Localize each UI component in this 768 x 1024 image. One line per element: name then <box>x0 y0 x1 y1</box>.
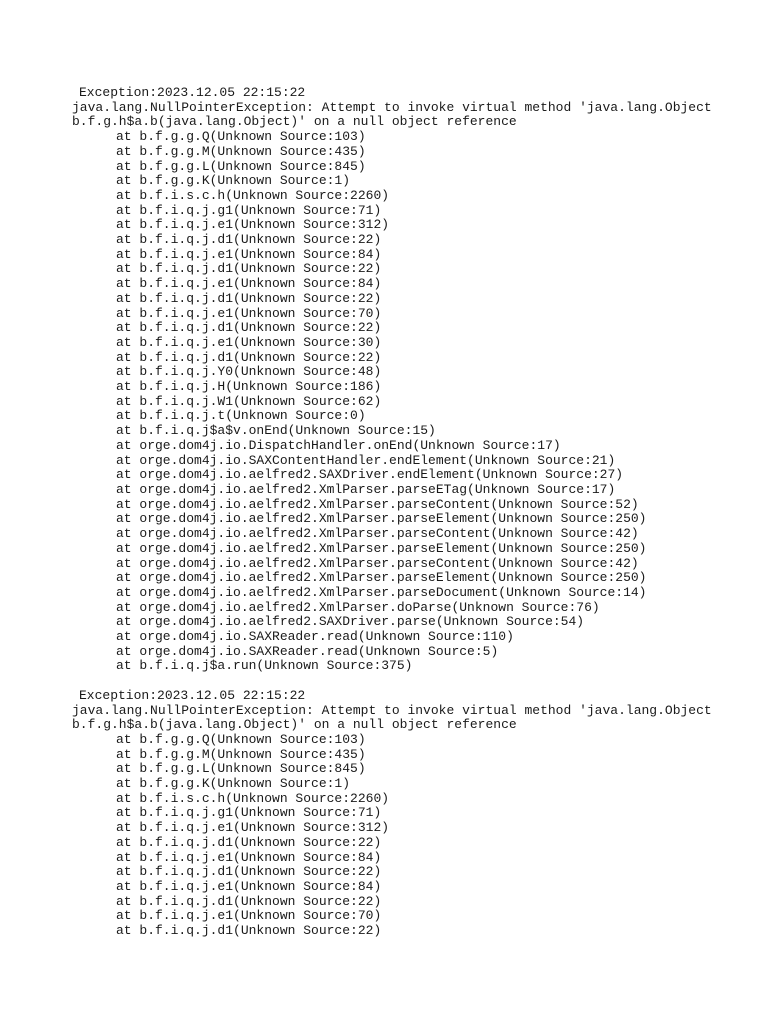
stack-frame-line: at b.f.i.q.j.d1(Unknown Source:22) <box>116 349 382 365</box>
stack-frame-line: at b.f.i.q.j.W1(Unknown Source:62) <box>116 393 382 409</box>
stack-frame-line: at b.f.i.q.j.d1(Unknown Source:22) <box>116 261 382 277</box>
stack-frame-line: at b.f.i.s.c.h(Unknown Source:2260) <box>116 790 390 806</box>
stack-frame-line: at b.f.i.q.j.g1(Unknown Source:71) <box>116 202 382 218</box>
exception-timestamp-header: Exception:2023.12.05 22:15:22 <box>79 687 306 703</box>
stack-frame-line: at orge.dom4j.io.DispatchHandler.onEnd(Unknown Source:17) <box>116 437 561 453</box>
stack-frame-line: at b.f.i.q.j.g1(Unknown Source:71) <box>116 805 382 821</box>
exception-block <box>72 86 752 674</box>
exception-block <box>72 689 752 939</box>
stack-frame-line: at b.f.i.q.j.e1(Unknown Source:30) <box>116 334 382 350</box>
stack-frame-line: at b.f.g.g.M(Unknown Source:435) <box>116 143 366 159</box>
stack-frame-line: at b.f.i.q.j.d1(Unknown Source:22) <box>116 923 382 939</box>
stack-frame-line: at orge.dom4j.io.SAXContentHandler.endElement(Unknown Source:21) <box>116 452 616 468</box>
stack-frame-line: at b.f.i.q.j.d1(Unknown Source:22) <box>116 864 382 880</box>
stack-frame-line: at b.f.g.g.M(Unknown Source:435) <box>116 746 366 762</box>
stack-frame-line: at b.f.g.g.L(Unknown Source:845) <box>116 158 366 174</box>
stack-frame-line: at orge.dom4j.io.aelfred2.XmlParser.parseContent(Unknown Source:42) <box>116 526 639 542</box>
stack-frame-line: at b.f.i.q.j$a.run(Unknown Source:375) <box>116 658 413 674</box>
stack-frame-line: at b.f.i.q.j.d1(Unknown Source:22) <box>116 893 382 909</box>
stack-frame-line: at orge.dom4j.io.aelfred2.XmlParser.parseContent(Unknown Source:52) <box>116 496 639 512</box>
stack-frame-line: at b.f.g.g.Q(Unknown Source:103) <box>116 731 366 747</box>
stack-frame-line: at orge.dom4j.io.aelfred2.XmlParser.parseElement(Unknown Source:250) <box>116 570 647 586</box>
exception-message-line: java.lang.NullPointerException: Attempt to invoke virtual method 'java.lang.Object <box>72 702 712 718</box>
stack-frame-line: at orge.dom4j.io.aelfred2.XmlParser.parseETag(Unknown Source:17) <box>116 481 616 497</box>
stack-frame-line: at b.f.i.q.j.e1(Unknown Source:312) <box>116 217 390 233</box>
stack-frame-line: at b.f.i.q.j.Y0(Unknown Source:48) <box>116 364 382 380</box>
stack-frame-line: at orge.dom4j.io.SAXReader.read(Unknown Source:5) <box>116 643 499 659</box>
stack-frame-line: at b.f.i.q.j.t(Unknown Source:0) <box>116 408 366 424</box>
stack-frame-line: at b.f.i.q.j.d1(Unknown Source:22) <box>116 232 382 248</box>
stack-frame-line: at orge.dom4j.io.aelfred2.XmlParser.doParse(Unknown Source:76) <box>116 599 600 615</box>
stack-frame-line: at orge.dom4j.io.aelfred2.XmlParser.parseContent(Unknown Source:42) <box>116 555 639 571</box>
stack-frame-line: at b.f.i.q.j.e1(Unknown Source:70) <box>116 908 382 924</box>
stack-frame-line: at orge.dom4j.io.aelfred2.XmlParser.parseElement(Unknown Source:250) <box>116 511 647 527</box>
stack-frame-line: at b.f.g.g.L(Unknown Source:845) <box>116 761 366 777</box>
stack-frame-line: at b.f.i.q.j.e1(Unknown Source:84) <box>116 246 382 262</box>
stack-frame-line: at b.f.i.s.c.h(Unknown Source:2260) <box>116 187 390 203</box>
stack-frame-line: at b.f.i.q.j.d1(Unknown Source:22) <box>116 834 382 850</box>
stack-frame-line: at b.f.g.g.Q(Unknown Source:103) <box>116 129 366 145</box>
stack-frame-line: at b.f.i.q.j.e1(Unknown Source:312) <box>116 820 390 836</box>
stack-frame-line: at b.f.i.q.j.e1(Unknown Source:70) <box>116 305 382 321</box>
stack-frame-line: at b.f.i.q.j.e1(Unknown Source:84) <box>116 849 382 865</box>
stack-frame-line: at b.f.i.q.j.d1(Unknown Source:22) <box>116 290 382 306</box>
exception-message-line: java.lang.NullPointerException: Attempt to invoke virtual method 'java.lang.Object <box>72 99 712 115</box>
stack-frame-line: at b.f.i.q.j.e1(Unknown Source:84) <box>116 878 382 894</box>
stack-frame-line: at b.f.i.q.j.H(Unknown Source:186) <box>116 379 382 395</box>
exception-message-line: b.f.g.h$a.b(java.lang.Object)' on a null object reference <box>72 114 517 130</box>
stack-frame-line: at orge.dom4j.io.aelfred2.SAXDriver.parse(Unknown Source:54) <box>116 614 585 630</box>
stack-frame-line: at b.f.i.q.j$a$v.onEnd(Unknown Source:15) <box>116 423 436 439</box>
stack-frame-line: at b.f.i.q.j.e1(Unknown Source:84) <box>116 276 382 292</box>
stack-frame-line: at orge.dom4j.io.SAXReader.read(Unknown Source:110) <box>116 629 514 645</box>
stack-frame-line: at orge.dom4j.io.aelfred2.XmlParser.parseDocument(Unknown Source:14) <box>116 584 647 600</box>
exception-message-line: b.f.g.h$a.b(java.lang.Object)' on a null object reference <box>72 717 517 733</box>
stack-frame-line: at b.f.g.g.K(Unknown Source:1) <box>116 776 351 792</box>
exception-timestamp-header: Exception:2023.12.05 22:15:22 <box>79 85 306 100</box>
stack-frame-line: at orge.dom4j.io.aelfred2.SAXDriver.endElement(Unknown Source:27) <box>116 467 624 483</box>
stack-frame-line: at b.f.i.q.j.d1(Unknown Source:22) <box>116 320 382 336</box>
document-page <box>72 86 752 939</box>
stack-frame-line: at orge.dom4j.io.aelfred2.XmlParser.parseElement(Unknown Source:250) <box>116 540 647 556</box>
stack-frame-line: at b.f.g.g.K(Unknown Source:1) <box>116 173 351 189</box>
